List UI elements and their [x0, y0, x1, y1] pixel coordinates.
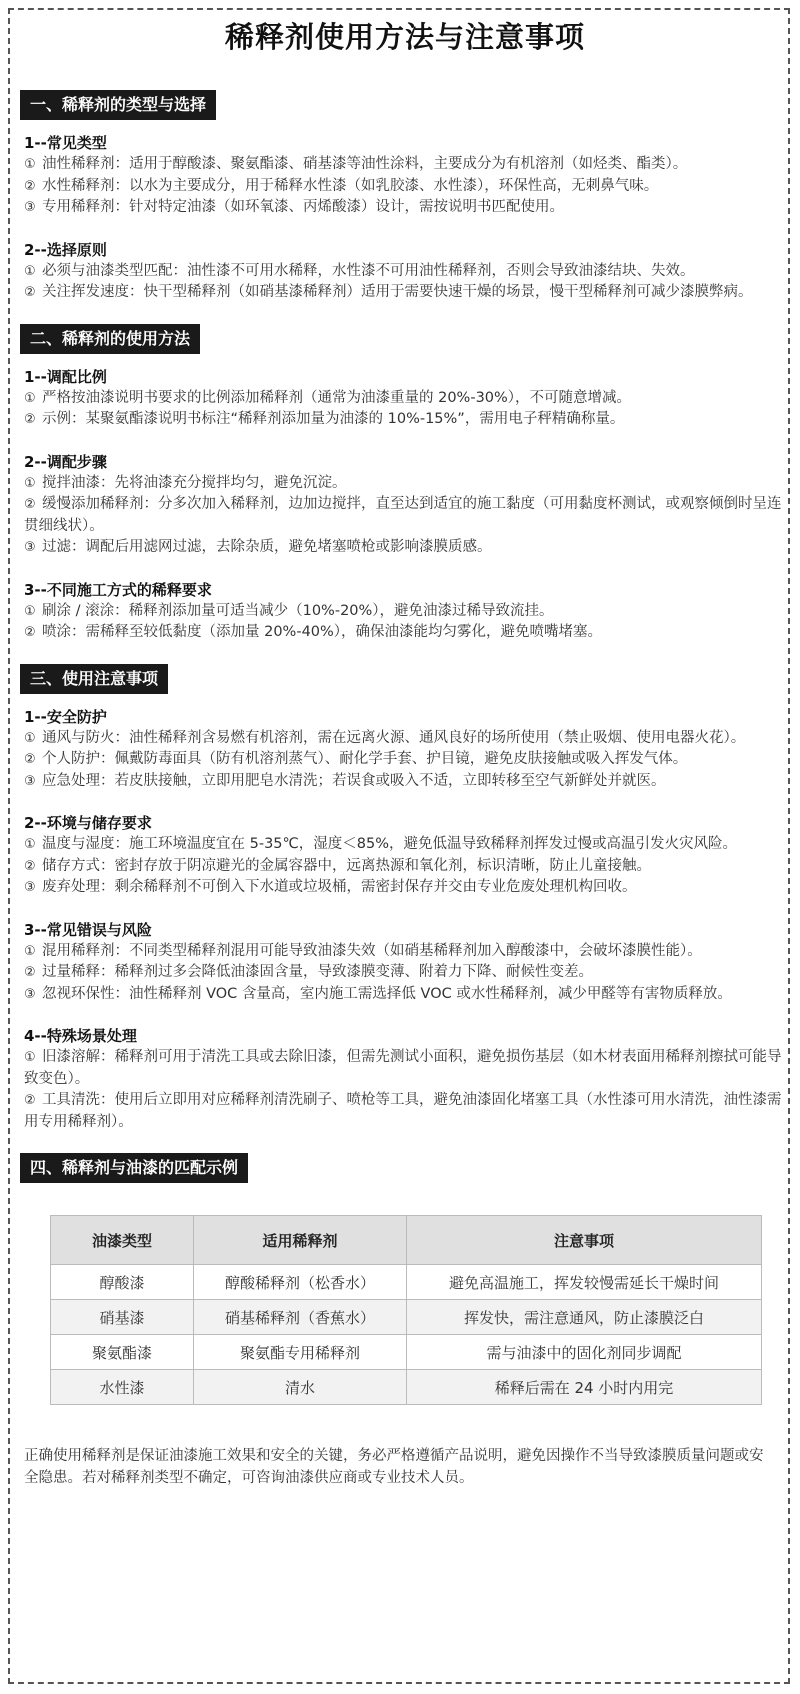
list-item — [20, 176, 790, 198]
item-number: ① — [24, 943, 36, 959]
item-number: ① — [24, 263, 36, 279]
item-text: 混用稀释剂：不同类型稀释剂混用可能导致油漆失效（如硝基稀释剂加入醇酸漆中，会破坏漆膜性能）。 — [42, 942, 702, 959]
column-header: 适用稀释剂 — [194, 1216, 407, 1265]
item-number: ① — [24, 837, 36, 852]
subsection-title: 2--环境与储存要求 — [24, 814, 152, 832]
list-item — [20, 771, 790, 793]
item-text: 必须与油漆类型匹配：油性漆不可用水稀释，水性漆不可用油性稀释剂，否则会导致油漆结块、失效。 — [42, 262, 695, 279]
column-header: 油漆类型 — [51, 1216, 194, 1265]
list-item — [20, 622, 790, 644]
list-item — [20, 728, 790, 750]
list-item — [20, 282, 790, 304]
table-cell: 需与油漆中的固化剂同步调配 — [407, 1335, 762, 1370]
subsection — [20, 132, 790, 219]
item-text: 忽视环保性：油性稀释剂 VOC 含量高，室内施工需选择低 VOC 或水性稀释剂，减少甲醛等有害物质释放。 — [42, 985, 732, 1002]
table-row — [51, 1335, 762, 1370]
list-item — [20, 261, 790, 283]
section-header: 三、使用注意事项 — [20, 664, 168, 694]
sections-container — [20, 90, 790, 1133]
list-item — [20, 962, 790, 984]
item-number: ② — [24, 178, 36, 194]
subsection-title: 4--特殊场景处理 — [24, 1027, 137, 1045]
item-number: ① — [24, 730, 36, 746]
list-item — [20, 154, 790, 176]
list-item — [20, 877, 790, 899]
item-number: ① — [24, 475, 36, 491]
item-number: ② — [24, 625, 36, 640]
subsection-title: 3--不同施工方式的稀释要求 — [24, 580, 212, 599]
table-cell: 硝基漆 — [51, 1300, 194, 1335]
list-item — [20, 537, 790, 559]
list-item — [20, 197, 790, 219]
table-cell: 硝基稀释剂（香蕉水） — [194, 1300, 407, 1335]
subsection-title: 1--常见类型 — [24, 134, 107, 152]
item-number: ② — [24, 965, 36, 980]
list-item — [20, 856, 790, 878]
table-section — [20, 1153, 790, 1405]
item-text: 温度与湿度：施工环境温度宜在 5-35℃，湿度＜85%，避免低温导致稀释剂挥发过慢或高温引发火灾风险。 — [42, 836, 738, 852]
subsection — [20, 451, 790, 559]
table-cell: 清水 — [194, 1370, 407, 1405]
table-cell: 避免高温施工，挥发较慢需延长干燥时间 — [407, 1265, 762, 1300]
item-number: ① — [24, 1050, 36, 1065]
subsection — [20, 1025, 790, 1133]
footer-note: 正确使用稀释剂是保证油漆施工效果和安全的关键，务必严格遵循产品说明，避免因操作不当导致漆膜质量问题或安全隐患。若对稀释剂类型不确定，可咨询油漆供应商或专业技术人员。 — [24, 1448, 764, 1486]
subsection — [20, 706, 790, 793]
table-cell: 聚氨酯漆 — [51, 1335, 194, 1370]
subsection-title: 3--常见错误与风险 — [24, 920, 152, 939]
list-item — [20, 749, 790, 771]
list-item — [20, 1090, 790, 1133]
item-number: ② — [24, 497, 36, 512]
subsection-title: 1--安全防护 — [24, 707, 107, 726]
item-text: 关注挥发速度：快干型稀释剂（如硝基漆稀释剂）适用于需要快速干燥的场景，慢干型稀释剂可减少漆膜弊病。 — [42, 284, 753, 300]
list-item — [20, 601, 790, 623]
column-header: 注意事项 — [407, 1216, 762, 1265]
item-text: 水性稀释剂：以水为主要成分，用于稀释水性漆（如乳胶漆、水性漆），环保性高，无刺鼻气味。 — [42, 177, 659, 194]
section-header: 二、稀释剂的使用方法 — [20, 324, 200, 354]
subsection-title: 2--选择原则 — [24, 240, 107, 259]
list-item — [20, 388, 790, 410]
item-number: ① — [24, 603, 36, 619]
page-title: 稀释剂使用方法与注意事项 — [224, 20, 585, 54]
table-cell: 聚氨酯专用稀释剂 — [194, 1335, 407, 1370]
item-text: 喷涂：需稀释至较低黏度（添加量 20%-40%），确保油漆能均匀雾化，避免喷嘴堵塞。 — [42, 624, 603, 640]
item-text: 示例：某聚氨酯漆说明书标注“稀释剂添加量为油漆的 10%-15%”，需用电子秤精确称量。 — [42, 411, 625, 427]
table-wrapper — [50, 1215, 790, 1405]
item-number: ② — [24, 1093, 36, 1108]
subsection — [20, 812, 790, 899]
item-text: 应急处理：若皮肤接触，立即用肥皂水清洗；若误食或吸入不适，立即转移至空气新鲜处并就医。 — [42, 772, 666, 789]
item-text: 旧漆溶解：稀释剂可用于清洗工具或去除旧漆，但需先测试小面积，避免损伤基层（如木材表面用稀释剂擦拭可能导致变色）。 — [24, 1049, 782, 1087]
item-number: ③ — [24, 880, 36, 895]
item-number: ② — [24, 752, 36, 767]
table-cell: 醇酸稀释剂（松香水） — [194, 1265, 407, 1300]
subsection — [20, 239, 790, 304]
list-item — [20, 494, 790, 537]
table-row — [51, 1300, 762, 1335]
list-item — [20, 1047, 790, 1090]
item-text: 储存方式：密封存放于阴凉避光的金属容器中，远离热源和氧化剂，标识清晰，防止儿童接触。 — [42, 857, 651, 874]
item-number: ① — [24, 390, 36, 406]
subsection-title: 2--调配步骤 — [24, 452, 107, 471]
list-item — [20, 473, 790, 495]
subsection — [20, 366, 790, 431]
item-number: ③ — [24, 773, 36, 789]
list-item — [20, 409, 790, 431]
matching-table — [50, 1215, 762, 1405]
item-text: 通风与防火：油性稀释剂含易燃有机溶剂，需在远离火源、通风良好的场所使用（禁止吸烟、使用电器火花）。 — [42, 729, 746, 746]
item-text: 搅拌油漆：先将油漆充分搅拌均匀，避免沉淀。 — [42, 474, 347, 491]
list-item — [20, 984, 790, 1006]
table-row — [51, 1265, 762, 1300]
item-number: ② — [24, 285, 36, 300]
item-number: ③ — [24, 200, 36, 215]
table-cell: 醇酸漆 — [51, 1265, 194, 1300]
item-text: 个人防护：佩戴防毒面具（防有机溶剂蒸气）、耐化学手套、护目镜，避免皮肤接触或吸入挥发气体。 — [42, 751, 688, 767]
item-number: ② — [24, 858, 36, 874]
item-text: 油性稀释剂：适用于醇酸漆、聚氨酯漆、硝基漆等油性涂料，主要成分为有机溶剂（如烃类、酯类）。 — [42, 156, 688, 172]
item-text: 废弃处理：剩余稀释剂不可倒入下水道或垃圾桶，需密封保存并交由专业危废处理机构回收。 — [42, 879, 637, 895]
item-text: 过量稀释：稀释剂过多会降低油漆固含量，导致漆膜变薄、附着力下降、耐候性变差。 — [42, 964, 593, 980]
item-number: ③ — [24, 540, 36, 555]
table-cell: 挥发快，需注意通风，防止漆膜泛白 — [407, 1300, 762, 1335]
item-number: ② — [24, 412, 36, 427]
item-number: ③ — [24, 986, 36, 1002]
section-header: 四、稀释剂与油漆的匹配示例 — [20, 1153, 248, 1183]
document — [20, 12, 790, 1489]
item-text: 严格按油漆说明书要求的比例添加稀释剂（通常为油漆重量的 20%-30%），不可随意增减。 — [42, 389, 632, 406]
item-text: 工具清洗：使用后立即用对应稀释剂清洗刷子、喷枪等工具，避免油漆固化堵塞工具（水性漆可用水清洗，油性漆需用专用稀释剂）。 — [24, 1092, 782, 1130]
section — [20, 664, 790, 1134]
table-header-row — [51, 1216, 762, 1265]
item-text: 缓慢添加稀释剂：分多次加入稀释剂，边加边搅拌，直至达到适宜的施工黏度（可用黏度杯测试，或观察倾倒时呈连贯细线状）。 — [24, 496, 782, 534]
section — [20, 324, 790, 644]
table-row — [51, 1370, 762, 1405]
subsection — [20, 919, 790, 1006]
table-cell: 稀释后需在 24 小时内用完 — [407, 1370, 762, 1405]
item-text: 过滤：调配后用滤网过滤，去除杂质，避免堵塞喷枪或影响漆膜质感。 — [42, 539, 492, 555]
section-header: 一、稀释剂的类型与选择 — [20, 90, 216, 120]
list-item — [20, 941, 790, 963]
subsection — [20, 579, 790, 644]
subsection-title: 1--调配比例 — [24, 367, 107, 386]
section — [20, 90, 790, 304]
item-text: 专用稀释剂：针对特定油漆（如环氧漆、丙烯酸漆）设计，需按说明书匹配使用。 — [42, 199, 564, 215]
table-cell: 水性漆 — [51, 1370, 194, 1405]
list-item — [20, 834, 790, 856]
item-number: ① — [24, 157, 36, 172]
item-text: 刷涂 / 滚涂：稀释剂添加量可适当减少（10%-20%），避免油漆过稀导致流挂。 — [42, 602, 554, 619]
